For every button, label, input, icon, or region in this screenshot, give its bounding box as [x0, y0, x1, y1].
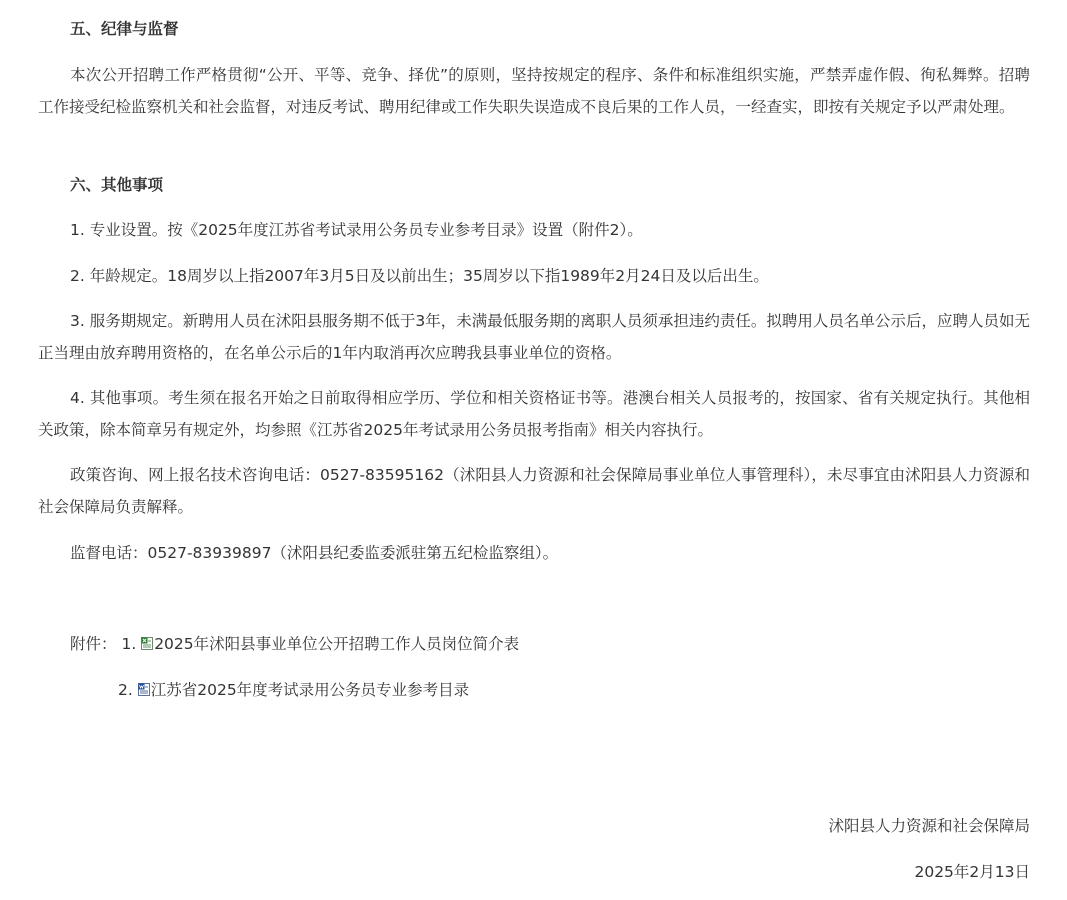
attachment-title-1: 2025年沭阳县事业单位公开招聘工作人员岗位简介表: [154, 635, 520, 653]
attachments-label: 附件：: [70, 635, 117, 653]
attachments-row-1: [70, 628, 519, 660]
signature-date: 2025年2月13日: [914, 863, 1030, 881]
section-heading-other: 六、其他事项: [70, 176, 164, 194]
paragraph-item-2: 2. 年龄规定。18周岁以上指2007年3月5日及以前出生；35周岁以下指1989年2月24日及以后出生。: [70, 267, 769, 285]
attachment-link-1[interactable]: [141, 635, 519, 653]
attachment-title-2: 江苏省2025年度考试录用公务员专业参考目录: [150, 681, 470, 699]
signature-org: 沭阳县人力资源和社会保障局: [828, 817, 1030, 835]
paragraph-consult: 政策咨询、网上报名技术咨询电话：0527-83595162（沭阳县人力资源和社会保障局事业单位人事管理科），未尽事宜由沭阳县人力资源和社会保障局负责解释。: [38, 466, 1030, 516]
attachments-row-2: [118, 674, 469, 706]
paragraph-item-3: 3. 服务期规定。新聘用人员在沭阳县服务期不低于3年，未满最低服务期的离职人员须承担违约责任。拟聘用人员名单公示后，应聘人员如无正当理由放弃聘用资格的，在名单公示后的1年内取消再次应聘我县事业单位的资格。: [38, 312, 1030, 362]
word-file-icon: [138, 683, 150, 696]
excel-file-icon: [141, 637, 153, 650]
paragraph-discipline: 本次公开招聘工作严格贯彻“公开、平等、竞争、择优”的原则，坚持按规定的程序、条件和标准组织实施，严禁弄虚作假、徇私舞弊。招聘工作接受纪检监察机关和社会监督，对违反考试、聘用纪律或工作失职失误造成不良后果的工作人员，一经查实，即按有关规定予以严肃处理。: [38, 66, 1030, 116]
paragraph-item-1: 1. 专业设置。按《2025年度江苏省考试录用公务员专业参考目录》设置（附件2）。: [70, 221, 643, 239]
paragraph-item-4: 4. 其他事项。考生须在报名开始之日前取得相应学历、学位和相关资格证书等。港澳台相关人员报考的，按国家、省有关规定执行。其他相关政策，除本简章另有规定外，均参照《江苏省2025年考试录用公务员报考指南》相关内容执行。: [38, 389, 1030, 439]
section-heading-discipline: 五、纪律与监督: [70, 20, 179, 38]
paragraph-supervision: 监督电话：0527-83939897（沭阳县纪委监委派驻第五纪检监察组）。: [70, 544, 559, 562]
attachment-number: 1.: [121, 635, 137, 653]
attachment-link-2[interactable]: [138, 681, 469, 699]
attachment-number: 2.: [118, 681, 133, 699]
